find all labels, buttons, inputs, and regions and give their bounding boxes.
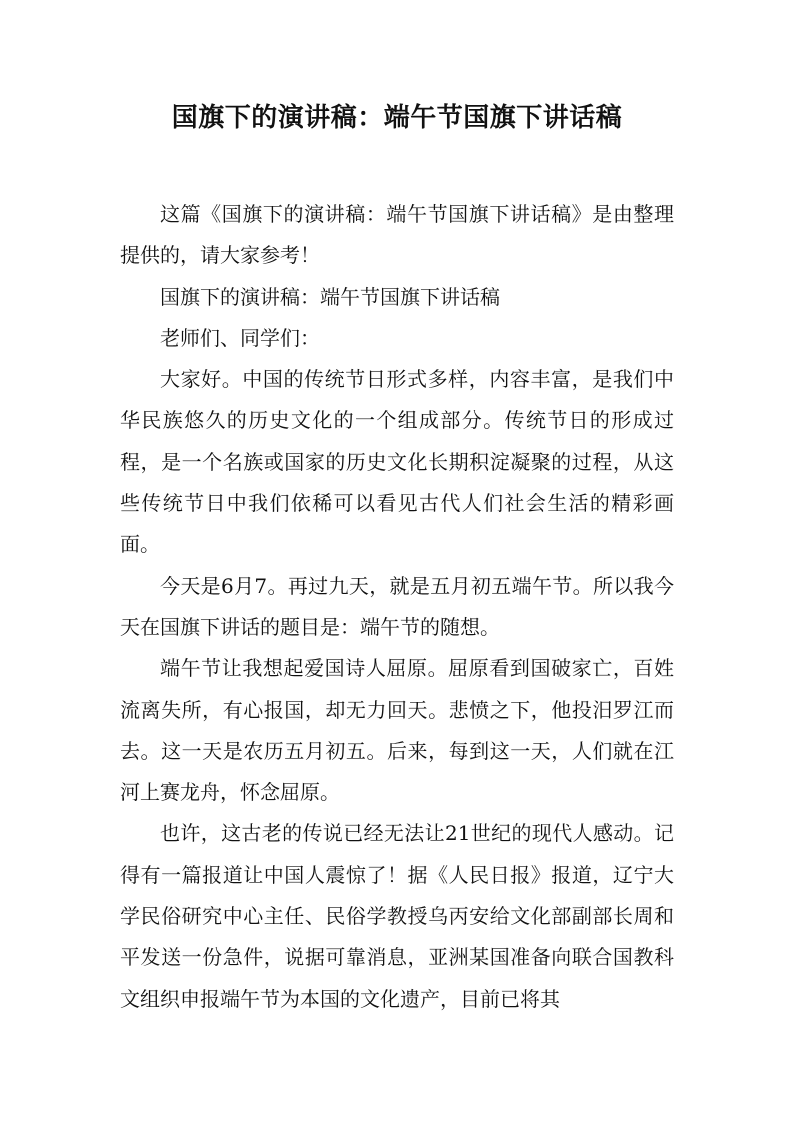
- paragraph-intro: 这篇《国旗下的演讲稿：端午节国旗下讲话稿》是由整理提供的，请大家参考！: [120, 202, 674, 268]
- paragraph-heading: 国旗下的演讲稿：端午节国旗下讲话稿: [160, 284, 500, 309]
- paragraph-date: 今天是6月7。再过九天，就是五月初五端午节。所以我今天在国旗下讲话的题目是：端午节的随想。: [120, 573, 674, 639]
- paragraph-festival-overview: 大家好。中国的传统节日形式多样，内容丰富，是我们中华民族悠久的历史文化的一个组成部分。传统节日的形成过程，是一个名族或国家的历史文化长期积淀凝聚的过程，从这些传统节日中我们依稀可以看见古代人们社会生活的精彩画面。: [120, 367, 674, 557]
- paragraph-greeting: 老师们、同学们：: [160, 325, 320, 350]
- paragraph-quyuan: 端午节让我想起爱国诗人屈原。屈原看到国破家亡，百姓流离失所，有心报国，却无力回天。悲愤之下，他投汨罗江而去。这一天是农历五月初五。后来，每到这一天，人们就在江河上赛龙舟，怀念屈原。: [120, 656, 674, 805]
- document-title: 国旗下的演讲稿：端午节国旗下讲话稿: [171, 103, 623, 133]
- paragraph-report: 也许，这古老的传说已经无法让21世纪的现代人感动。记得有一篇报道让中国人震惊了！据《人民日报》报道，辽宁大学民俗研究中心主任、民俗学教授乌丙安给文化部副部长周和平发送一份急件，说据可靠消息，亚洲某国准备向联合国教科文组织申报端午节为本国的文化遗产，目前已将其: [120, 821, 674, 1011]
- document-body: [120, 194, 674, 1020]
